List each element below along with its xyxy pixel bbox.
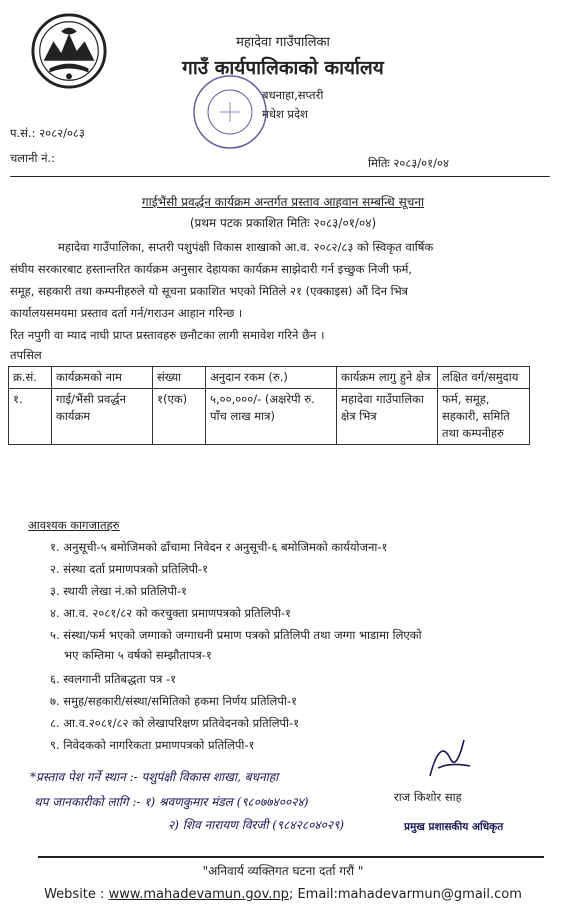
province-name: मधेश प्रदेश	[262, 107, 308, 121]
table-cell: फर्म, समूह, सहकारी, समिति तथा कम्पनीहरु	[438, 389, 530, 445]
email-text: ; Email:mahadevarmun@gmail.com	[288, 887, 522, 902]
paragraph-line-2: संघीय सरकारबाट हस्तान्तरित कार्यक्रम अनुसार देहायका कार्यक्रम साझेदारी गर्न इच्छुक निजी फर्म,	[10, 262, 412, 276]
schedule-label: तपसिल	[10, 348, 42, 362]
office-name: गाउँ कार्यपालिकाको कार्यालय	[182, 57, 384, 79]
table-row	[9, 389, 530, 445]
footer-slogan: "अनिवार्य व्यक्तिगत घटना दर्ता गरौं "	[202, 864, 364, 878]
signatory-designation: प्रमुख प्रशासकीय अधिकृत	[404, 821, 504, 833]
office-stamp	[190, 72, 270, 152]
footer-contact	[0, 887, 566, 902]
paragraph-line-1: महादेवा गाउँपालिका, सप्तरी पशुपंक्षी विकास शाखाको आ.व. २०८२/८३ को स्विकृत वार्षिक	[58, 240, 434, 254]
notice-title: गाईभैंसी प्रवर्द्धन कार्यक्रम अन्तर्गत प्रस्ताव आहवान सम्बन्धि सूचना	[141, 195, 425, 209]
table-cell: गाई/भैंसी प्रवर्द्धन कार्यक्रम	[52, 389, 153, 445]
document-item: ७. समुह/सहकारी/संस्था/समितिको हकमा निर्णय प्रतिलिपी-१	[50, 694, 297, 708]
document-item: ६. स्वलगानी प्रतिबद्धता पत्र -१	[50, 672, 177, 686]
paragraph-line-4: कार्यालयसमयमा प्रस्ताव दर्ता गर्न/गराउन आहान गरिन्छ ।	[10, 306, 243, 320]
table-cell: १.	[9, 389, 52, 445]
paragraph-line-3: समूह, सहकारी तथा कम्पनीहरुले यो सूचना प्रकाशित भएको मितिले २१ (एक्काइस) औं दिन भित्र	[10, 284, 409, 298]
column-header: कार्यक्रमको नाम	[52, 367, 153, 389]
signature-mark	[420, 728, 480, 784]
table-cell: १(एक)	[153, 389, 206, 445]
document-item: २. संस्था दर्ता प्रमाणपत्रको प्रतिलिपी-१	[50, 562, 209, 576]
notice-date: मितिः २०८३/०१/०४	[368, 156, 449, 170]
header-divider	[10, 176, 550, 177]
reference-number: प.सं.: २०८२/०८३	[10, 126, 85, 140]
website-link[interactable]: www.mahadevamun.gov.np	[108, 887, 289, 902]
document-item: ८. आ.व.२०८१/८२ को लेखापरिक्षण प्रतिवेदनको प्रतिलिपी-१	[50, 716, 300, 730]
document-item-continued: भए कम्तिमा ५ वर्षको सम्झौतापत्र-१	[64, 648, 212, 662]
table-header-row	[9, 367, 530, 389]
notice-subtitle: (प्रथम पटक प्रकाशित मितिः २०८३/०१/०४)	[189, 216, 377, 230]
office-address: बधनाहा,सप्तरी	[262, 88, 324, 102]
document-item: ४. आ.व. २०८१/८२ को करचुक्ता प्रमाणपत्रको प्रतिलिपी-१	[50, 606, 292, 620]
document-item: ५. संस्था/फर्म भएको जग्गाको जग्गाधनी प्रमाण पत्रको प्रतिलिपी तथा जग्गा भाडामा लिएको	[50, 628, 422, 642]
column-header: कार्यक्रम लागु हुने क्षेत्र	[337, 367, 438, 389]
paragraph-condition: रित नपुगी वा म्याद नाघी प्राप्त प्रस्तावहरु छनौटका लागी समावेश गरिने छैन ।	[10, 328, 325, 342]
table-cell: ५,००,०००/- (अक्षरेपी रु. पाँच लाख मात्र)	[206, 389, 337, 445]
handwritten-contact-1: थप जानकारीको लागि :- १) श्रवणकुमार मंडल (९८०७७४००२४)	[34, 795, 309, 809]
handwritten-submission-place: *प्रस्ताव पेश गर्ने स्थान :- पशुपंक्षी विकास शाखा, बधनाहा	[30, 770, 279, 784]
documents-heading: आवश्यक कागजातहरु	[28, 518, 120, 532]
document-item: ९. निवेदकको नागरिकता प्रमाणपत्रको प्रतिलिपी-१	[50, 738, 255, 752]
document-item: ३. स्थायी लेखा नं.को प्रतिलिपी-१	[50, 584, 187, 598]
municipality-name: महादेवा गाउँपालिका	[236, 35, 330, 50]
program-table	[8, 366, 530, 445]
website-label: Website :	[44, 887, 105, 902]
table-cell: महादेवा गाउँपालिका क्षेत्र भित्र	[337, 389, 438, 445]
signatory-name: राज किशोर साह	[394, 790, 462, 804]
column-header: क्र.सं.	[9, 367, 52, 389]
footer-divider	[38, 856, 544, 858]
column-header: अनुदान रकम (रु.)	[206, 367, 337, 389]
column-header: लक्षित वर्ग/समुदाय	[438, 367, 530, 389]
document-item: १. अनुसूची-५ बमोजिमको ढाँचामा निवेदन र अनुसूची-६ बमोजिमको कार्ययोजना-१	[50, 540, 388, 554]
column-header: संख्या	[153, 367, 206, 389]
handwritten-contact-2: २) शिव नारायण विरजी (९८४२८०४०२९)	[168, 818, 345, 832]
dispatch-number: चलानी नं.:	[10, 151, 56, 165]
